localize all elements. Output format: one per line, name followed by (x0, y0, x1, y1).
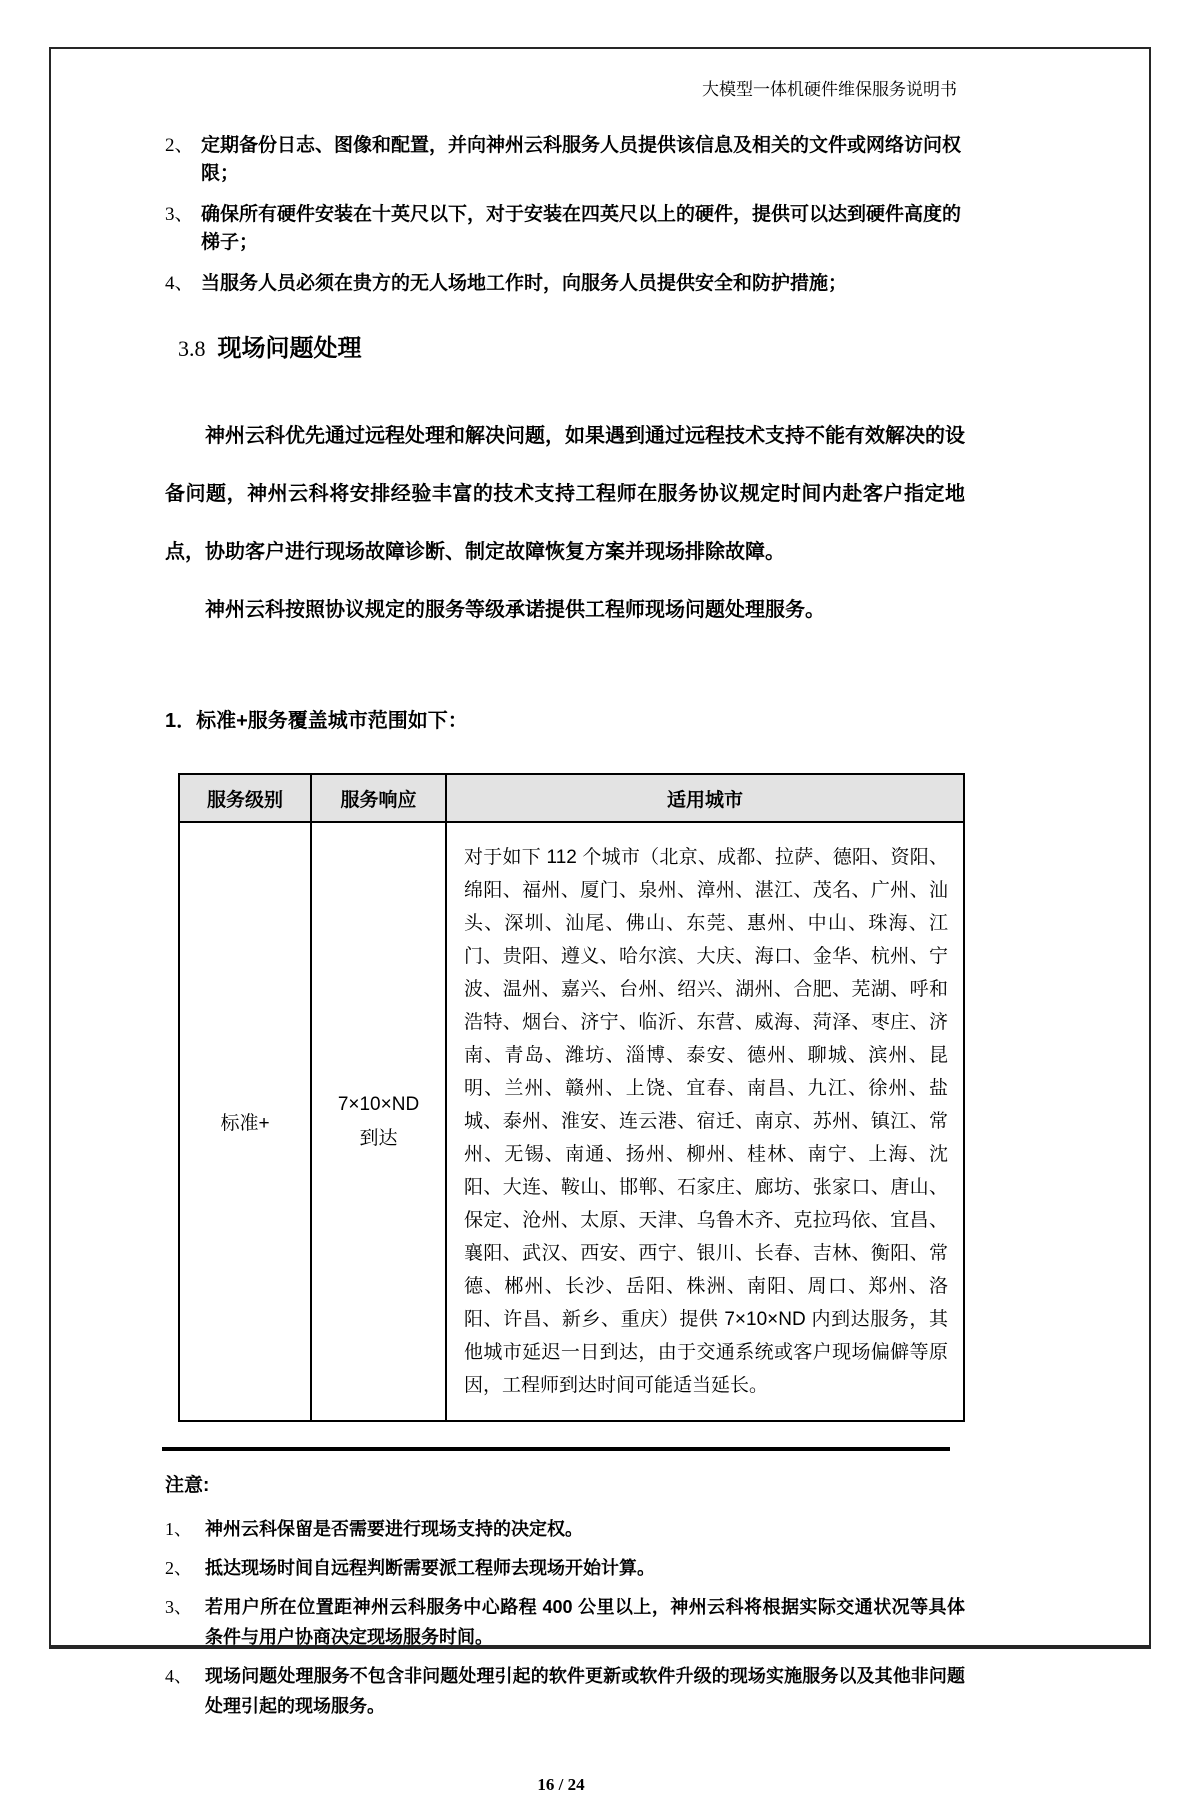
page-number: 16 / 24 (537, 1775, 585, 1794)
coverage-heading: 1．标准+服务覆盖城市范围如下： (165, 710, 468, 732)
horizontal-divider (162, 1447, 950, 1451)
notes-title: 注意: (165, 1475, 210, 1496)
service-coverage-table (178, 773, 965, 1422)
column-header-service-level: 服务级别 (179, 774, 311, 822)
note-item-number: 2、 (165, 1558, 192, 1578)
note-item (165, 1592, 965, 1652)
section-title: 现场问题处理 (217, 335, 362, 362)
service-level-cell: 标准+ (179, 822, 311, 1421)
notes-list (165, 1514, 965, 1721)
note-item-text: 抵达现场时间自远程判断需要派工程师去现场开始计算。 (205, 1558, 655, 1578)
service-response-line1: 7×10×ND (337, 1093, 420, 1115)
service-response-line2: 到达 (359, 1127, 398, 1149)
section-heading (178, 332, 965, 369)
table-body (179, 822, 964, 1421)
list-item-number: 3、 (165, 204, 194, 225)
list-item-number: 4、 (165, 273, 194, 294)
table-row (179, 822, 964, 1421)
note-item (165, 1553, 965, 1583)
paragraph: 神州云科优先通过远程处理和解决问题，如果遇到通过远程技术支持不能有效解决的设备问题，神州云科将安排经验丰富的技术支持工程师在服务协议规定时间内赴客户指定地点，协助客户进行现场故障诊断、制定故障恢复方案并现场排除故障。 (165, 425, 965, 563)
list-item-text: 确保所有硬件安装在十英尺以下，对于安装在四英尺以上的硬件，提供可以达到硬件高度的梯子； (201, 204, 962, 253)
list-item-text: 定期备份日志、图像和配置，并向神州云科服务人员提供该信息及相关的文件或网络访问权限； (201, 135, 962, 184)
table-header-row (179, 774, 964, 822)
note-item-text: 现场问题处理服务不包含非问题处理引起的软件更新或软件升级的现场实施服务以及其他非问题处理引起的现场服务。 (205, 1666, 965, 1716)
note-item-number: 3、 (165, 1597, 192, 1617)
note-item-text: 若用户所在位置距神州云科服务中心路程 400 公里以上，神州云科将根据实际交通状况等具体条件与用户协商决定现场服务时间。 (205, 1597, 965, 1647)
obligation-list (165, 132, 965, 298)
note-item-text: 神州云科保留是否需要进行现场支持的决定权。 (205, 1519, 583, 1539)
page-border (49, 47, 1151, 1794)
list-item (165, 201, 965, 257)
column-header-service-response: 服务响应 (311, 774, 446, 822)
note-item (165, 1661, 965, 1721)
list-item (165, 270, 965, 298)
paragraph: 神州云科按照协议规定的服务等级承诺提供工程师现场问题处理服务。 (205, 599, 825, 621)
service-response-cell (311, 822, 446, 1421)
column-header-applicable-cities: 适用城市 (446, 774, 964, 822)
page-content (165, 78, 965, 1797)
document-title: 大模型一体机硬件维保服务说明书 (702, 80, 957, 99)
note-item (165, 1514, 965, 1544)
document-header (165, 78, 957, 102)
section-number: 3.8 (178, 336, 206, 361)
list-item (165, 132, 965, 188)
table-header (179, 774, 964, 822)
note-item-number: 4、 (165, 1666, 192, 1686)
list-item-number: 2、 (165, 135, 194, 156)
note-item-number: 1、 (165, 1519, 192, 1539)
applicable-cities-cell: 对于如下 112 个城市（北京、成都、拉萨、德阳、资阳、绵阳、福州、厦门、泉州、漳州、湛江、茂名、广州、汕头、深圳、汕尾、佛山、东莞、惠州、中山、珠海、江门、贵阳、遵义、哈尔滨、大庆、海口、金华、杭州、宁波、温州、嘉兴、台州、绍兴、湖州、合肥、芜湖、呼和浩特、烟台、济宁、临沂、东营、威海、菏泽、枣庄、济南、青岛、潍坊、淄博、泰安、德州、聊城、滨州、昆明、兰州、赣州、上饶、宜春、南昌、九江、徐州、盐城、泰州、淮安、连云港、宿迁、南京、苏州、镇江、常州、无锡、南通、扬州、柳州、桂林、南宁、上海、沈阳、大连、鞍山、邯郸、石家庄、廊坊、张家口、唐山、保定、沧州、太原、天津、乌鲁木齐、克拉玛依、宜昌、襄阳、武汉、西安、西宁、银川、长春、吉林、衡阳、常德、郴州、长沙、岳阳、株洲、南阳、周口、郑州、洛阳、许昌、新乡、重庆）提供 7×10×ND 内到达服务，其他城市延迟一日到达，由于交通系统或客户现场偏僻等原因，工程师到达时间可能适当延长。 (446, 822, 964, 1421)
list-item-text: 当服务人员必须在贵方的无人场地工作时，向服务人员提供安全和防护措施； (201, 273, 848, 294)
